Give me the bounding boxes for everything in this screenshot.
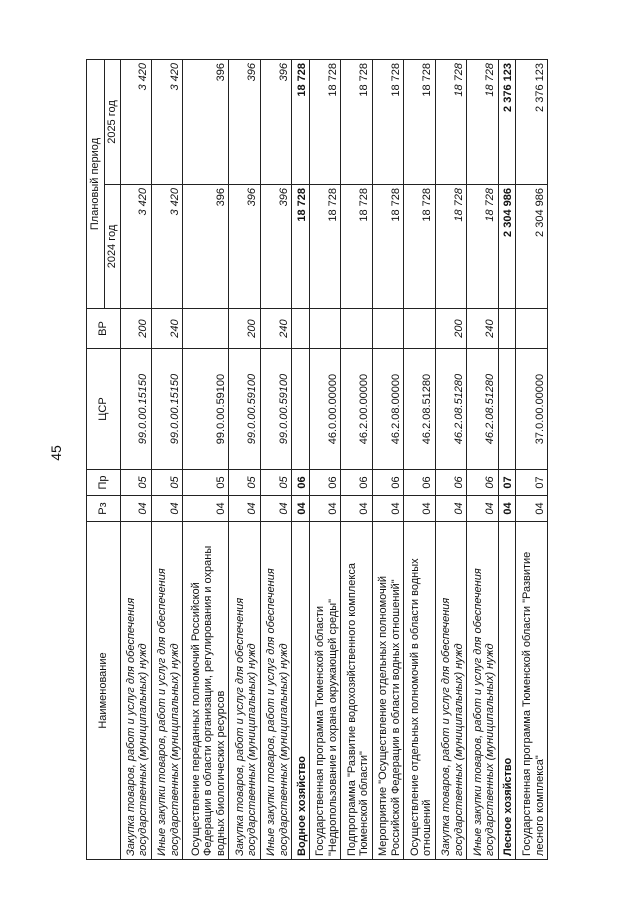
- cell-vr: 240: [151, 309, 182, 349]
- cell-csr: 99.0.00.59100: [260, 349, 291, 470]
- cell-vr: [404, 309, 435, 349]
- cell-csr: 46.2.00.00000: [341, 349, 372, 470]
- cell-name: Подпрограмма "Развитие водохозяйственного комплекса Тюменской области": [341, 522, 372, 860]
- cell-rz: 04: [435, 496, 466, 522]
- cell-vr: [372, 309, 403, 349]
- cell-2025: 18 728: [310, 60, 341, 185]
- cell-name: Государственная программа Тюменской области "Недропользование и охрана окружающей среды": [310, 522, 341, 860]
- cell-csr: 46.2.08.51280: [435, 349, 466, 470]
- cell-2025: 18 728: [372, 60, 403, 185]
- cell-csr: 37.0.00.00000: [516, 349, 548, 470]
- table-row: [151, 60, 182, 860]
- cell-pr: 05: [183, 470, 229, 496]
- cell-rz: 04: [229, 496, 260, 522]
- cell-rz: 04: [310, 496, 341, 522]
- table-row: [516, 60, 548, 860]
- cell-rz: 04: [372, 496, 403, 522]
- cell-2024: 396: [183, 185, 229, 309]
- cell-2025: 3 420: [151, 60, 182, 185]
- cell-rz: 04: [292, 496, 310, 522]
- cell-name: Осуществление переданных полномочий Российской Федерации в области организации, регулирования и охраны водных биологических ресурсов: [183, 522, 229, 860]
- cell-2025: 18 728: [404, 60, 435, 185]
- cell-name: Государственная программа Тюменской области "Развитие лесного комплекса": [516, 522, 548, 860]
- cell-vr: 200: [229, 309, 260, 349]
- cell-vr: [498, 309, 516, 349]
- cell-2024: 18 728: [467, 185, 498, 309]
- header-pr: Пр: [87, 470, 121, 496]
- table-row: [229, 60, 260, 860]
- cell-2025: 396: [183, 60, 229, 185]
- cell-name: Иные закупки товаров, работ и услуг для обеспечения государственных (муниципальных) нужд: [467, 522, 498, 860]
- cell-vr: [310, 309, 341, 349]
- header-plan-period: Плановый период: [87, 60, 105, 309]
- table-row: [404, 60, 435, 860]
- cell-2024: 2 304 986: [498, 185, 516, 309]
- cell-pr: 05: [120, 470, 151, 496]
- cell-pr: 05: [229, 470, 260, 496]
- cell-2024: 18 728: [292, 185, 310, 309]
- cell-csr: [292, 349, 310, 470]
- cell-pr: 07: [498, 470, 516, 496]
- cell-csr: 99.0.00.59100: [229, 349, 260, 470]
- budget-table: [86, 59, 548, 860]
- cell-rz: 04: [467, 496, 498, 522]
- header-csr: ЦСР: [87, 349, 121, 470]
- cell-csr: 46.2.08.51280: [404, 349, 435, 470]
- cell-2024: 18 728: [404, 185, 435, 309]
- cell-rz: 04: [151, 496, 182, 522]
- cell-rz: 04: [341, 496, 372, 522]
- cell-name: Закупка товаров, работ и услуг для обеспечения государственных (муниципальных) нужд: [229, 522, 260, 860]
- cell-2025: 396: [260, 60, 291, 185]
- cell-csr: [498, 349, 516, 470]
- cell-2025: 396: [229, 60, 260, 185]
- cell-vr: [341, 309, 372, 349]
- table-row: [341, 60, 372, 860]
- table-row: [260, 60, 291, 860]
- budget-table-container: [86, 60, 548, 860]
- cell-2024: 18 728: [372, 185, 403, 309]
- cell-pr: 05: [151, 470, 182, 496]
- cell-2025: 18 728: [435, 60, 466, 185]
- cell-pr: 06: [372, 470, 403, 496]
- cell-2025: 18 728: [341, 60, 372, 185]
- header-vr: ВР: [87, 309, 121, 349]
- header-2025: 2025 год: [105, 60, 121, 185]
- table-row: [435, 60, 466, 860]
- cell-pr: 06: [292, 470, 310, 496]
- cell-vr: [516, 309, 548, 349]
- cell-vr: 200: [120, 309, 151, 349]
- cell-rz: 04: [120, 496, 151, 522]
- cell-csr: 46.0.00.00000: [310, 349, 341, 470]
- cell-csr: 99.0.00.15150: [151, 349, 182, 470]
- table-row: [120, 60, 151, 860]
- cell-2024: 2 304 986: [516, 185, 548, 309]
- page-number: 45: [48, 445, 64, 461]
- cell-vr: 200: [435, 309, 466, 349]
- cell-2024: 396: [260, 185, 291, 309]
- cell-vr: [292, 309, 310, 349]
- table-row: [310, 60, 341, 860]
- cell-2025: 18 728: [467, 60, 498, 185]
- cell-pr: 06: [341, 470, 372, 496]
- cell-pr: 06: [435, 470, 466, 496]
- cell-csr: 46.2.08.00000: [372, 349, 403, 470]
- cell-name: Иные закупки товаров, работ и услуг для обеспечения государственных (муниципальных) нужд: [151, 522, 182, 860]
- cell-rz: 04: [260, 496, 291, 522]
- cell-name: Закупка товаров, работ и услуг для обеспечения государственных (муниципальных) нужд: [435, 522, 466, 860]
- cell-pr: 06: [404, 470, 435, 496]
- cell-pr: 06: [467, 470, 498, 496]
- cell-name: Водное хозяйство: [292, 522, 310, 860]
- cell-rz: 04: [183, 496, 229, 522]
- table-row: [183, 60, 229, 860]
- cell-name: Мероприятие "Осуществление отдельных полномочий Российской Федерации в области водных отношений": [372, 522, 403, 860]
- cell-csr: 99.0.00.59100: [183, 349, 229, 470]
- cell-name: Иные закупки товаров, работ и услуг для обеспечения государственных (муниципальных) нужд: [260, 522, 291, 860]
- cell-2024: 18 728: [341, 185, 372, 309]
- cell-rz: 04: [516, 496, 548, 522]
- cell-vr: 240: [260, 309, 291, 349]
- header-2024: 2024 год: [105, 185, 121, 309]
- cell-pr: 05: [260, 470, 291, 496]
- cell-name: Закупка товаров, работ и услуг для обеспечения государственных (муниципальных) нужд: [120, 522, 151, 860]
- cell-2024: 3 420: [151, 185, 182, 309]
- cell-2025: 18 728: [292, 60, 310, 185]
- cell-name: Осуществление отдельных полномочий в области водных отношений: [404, 522, 435, 860]
- cell-csr: 99.0.00.15150: [120, 349, 151, 470]
- header-rz: Рз: [87, 496, 121, 522]
- table-row: [467, 60, 498, 860]
- cell-pr: 06: [310, 470, 341, 496]
- cell-2024: 18 728: [310, 185, 341, 309]
- cell-2025: 2 376 123: [498, 60, 516, 185]
- table-body: [120, 60, 548, 860]
- cell-rz: 04: [498, 496, 516, 522]
- cell-2025: 2 376 123: [516, 60, 548, 185]
- cell-vr: [183, 309, 229, 349]
- cell-pr: 07: [516, 470, 548, 496]
- table-row: [498, 60, 516, 860]
- cell-rz: 04: [404, 496, 435, 522]
- cell-vr: 240: [467, 309, 498, 349]
- cell-2024: 396: [229, 185, 260, 309]
- table-row: [292, 60, 310, 860]
- cell-2024: 3 420: [120, 185, 151, 309]
- header-name: Наименование: [87, 522, 121, 860]
- cell-2025: 3 420: [120, 60, 151, 185]
- cell-name: Лесное хозяйство: [498, 522, 516, 860]
- cell-csr: 46.2.08.51280: [467, 349, 498, 470]
- cell-2024: 18 728: [435, 185, 466, 309]
- table-row: [372, 60, 403, 860]
